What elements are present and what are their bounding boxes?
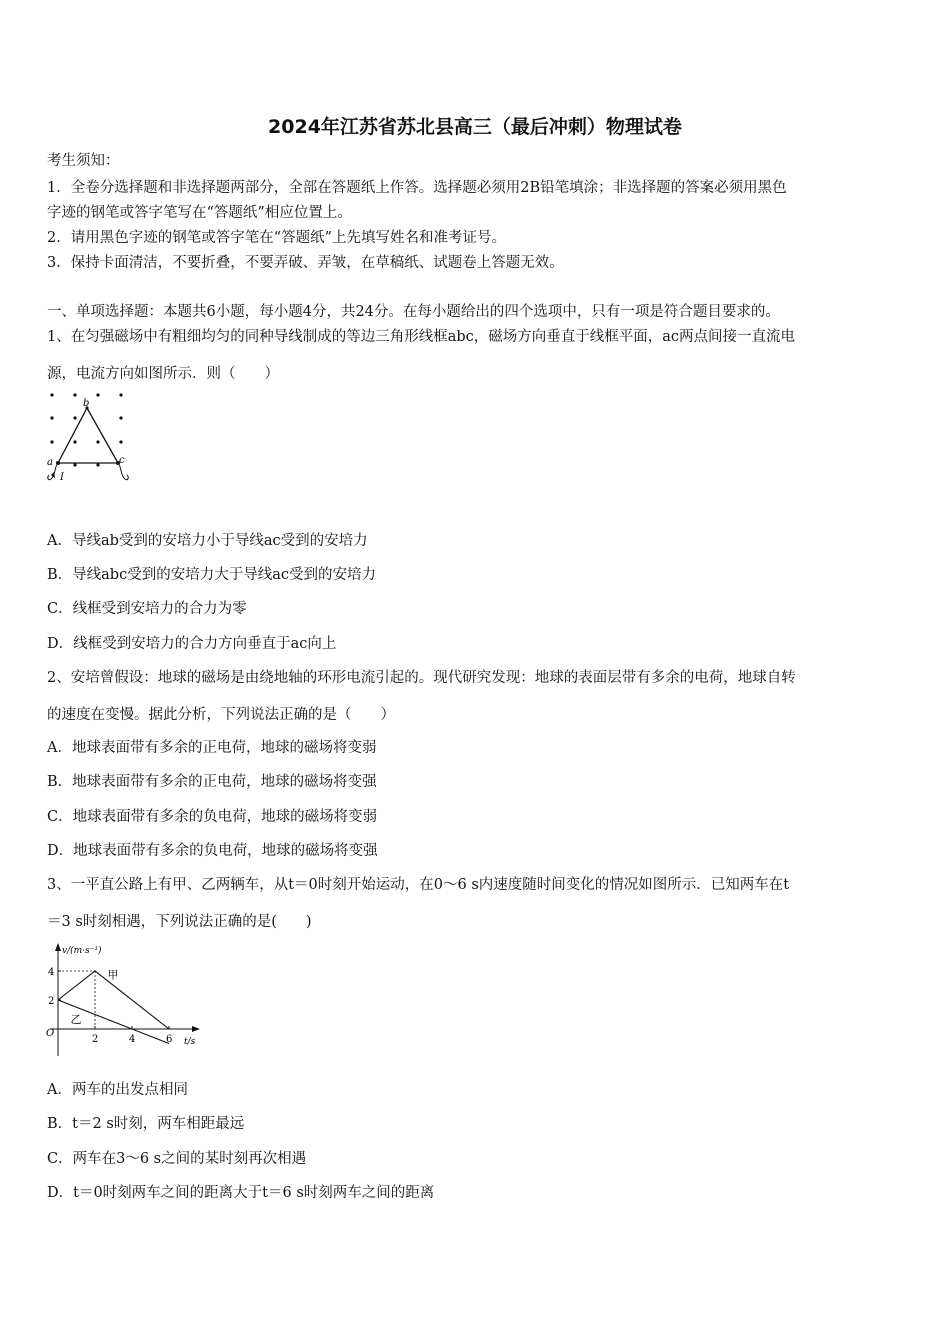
x-axis-label: t/s: [184, 1037, 196, 1047]
q3-option-c[interactable]: C．两车在3～6 s之间的某时刻再次相遇: [47, 1151, 307, 1167]
q3-stem-line-2: ＝3 s时刻相遇，下列说法正确的是( ): [47, 914, 312, 930]
q1-option-b[interactable]: B．导线abc受到的安培力大于导线ac受到的安培力: [47, 567, 376, 583]
page-title: 2024年江苏省苏北县高三（最后冲刺）物理试卷: [268, 116, 682, 138]
vt-chart-svg: [44, 938, 204, 1058]
q2-stem-line-1: 2、安培曾假设：地球的磁场是由绕地轴的环形电流引起的。现代研究发现：地球的表面层带有多余的电荷，地球自转: [47, 670, 796, 686]
y-tick-label-4: 4: [48, 967, 55, 978]
x-axis-arrow: [192, 1026, 200, 1032]
x-tick-label-6: 6: [166, 1034, 173, 1045]
y-axis-label: v/(m·s⁻¹): [62, 946, 102, 956]
q1-stem-line-1: 1、在匀强磁场中有粗细均匀的同种导线制成的等边三角形线框abc，磁场方向垂直于线框平面，ac两点间接一直流电: [47, 329, 796, 345]
q2-option-c[interactable]: C．地球表面带有多余的负电荷，地球的磁场将变弱: [47, 809, 378, 825]
triangle-frame: [58, 408, 118, 463]
q3-vt-chart: [44, 938, 204, 1058]
y-tick-label-2: 2: [48, 996, 55, 1007]
label-current: I: [60, 472, 64, 483]
q3-option-b[interactable]: B．t＝2 s时刻，两车相距最远: [47, 1116, 245, 1132]
q1-triangle-figure: [40, 386, 140, 492]
x-tick-label-2: 2: [92, 1034, 99, 1045]
q2-option-b[interactable]: B．地球表面带有多余的正电荷，地球的磁场将变强: [47, 774, 377, 790]
q2-stem-line-2: 的速度在变慢。据此分析，下列说法正确的是（ ）: [47, 707, 395, 723]
label-a: a: [47, 457, 53, 468]
series-label-1: 甲: [107, 968, 119, 982]
section-heading: 一、单项选择题：本题共6小题，每小题4分，共24分。在每小题给出的四个选项中，只有一项是符合题目要求的。: [47, 304, 780, 320]
notice-line-4: 3．保持卡面清洁，不要折叠，不要弄破、弄皱，在草稿纸、试题卷上答题无效。: [47, 255, 564, 271]
q3-option-d[interactable]: D．t＝0时刻两车之间的距离大于t＝6 s时刻两车之间的距离: [47, 1185, 435, 1201]
q2-option-d[interactable]: D．地球表面带有多余的负电荷，地球的磁场将变强: [47, 843, 378, 859]
q1-stem-line-2: 源，电流方向如图所示．则（ ）: [47, 366, 279, 382]
label-c: c: [119, 455, 125, 466]
q2-option-a[interactable]: A．地球表面带有多余的正电荷，地球的磁场将变弱: [47, 740, 377, 756]
label-b: b: [83, 398, 90, 409]
notice-line-3: 2．请用黑色字迹的钢笔或答字笔在“答题纸”上先填写姓名和准考证号。: [47, 230, 507, 246]
x-tick-label-4: 4: [129, 1034, 136, 1045]
series-label-2: 乙: [70, 1013, 82, 1027]
y-axis-arrow: [55, 943, 61, 951]
notice-line-2: 字迹的钢笔或答字笔写在“答题纸”相应位置上。: [47, 205, 352, 221]
notice-heading: 考生须知：: [47, 153, 120, 169]
q1-option-d[interactable]: D．线框受到安培力的合力方向垂直于ac向上: [47, 636, 337, 652]
q3-stem-line-1: 3、一平直公路上有甲、乙两辆车，从t＝0时刻开始运动，在0～6 s内速度随时间变化的情况如图所示．已知两车在t: [47, 877, 790, 893]
q3-option-a[interactable]: A．两车的出发点相同: [47, 1082, 188, 1098]
q1-triangle-svg: [40, 386, 140, 492]
q1-option-a[interactable]: A．导线ab受到的安培力小于导线ac受到的安培力: [47, 533, 368, 549]
notice-line-1: 1．全卷分选择题和非选择题两部分，全部在答题纸上作答。选择题必须用2B铅笔填涂；非选择题的答案必须用黑色: [47, 180, 787, 196]
q1-option-c[interactable]: C．线框受到安培力的合力为零: [47, 601, 247, 617]
origin-label: O: [46, 1028, 55, 1039]
